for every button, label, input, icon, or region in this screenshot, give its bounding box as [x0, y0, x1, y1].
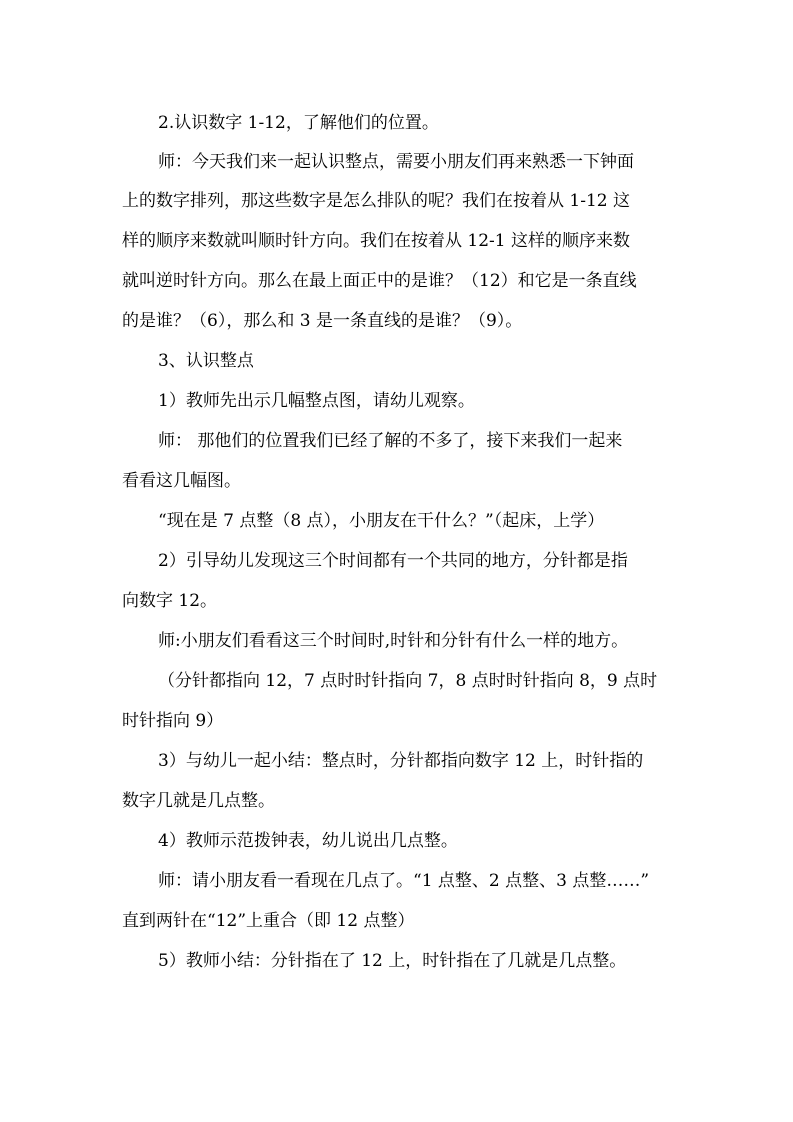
text-line: 时针指向 9）: [122, 711, 224, 731]
text-line: 4）教师示范拨钟表，幼儿说出几点整。: [158, 831, 458, 851]
text-line: 师：今天我们来一起认识整点，需要小朋友们再来熟悉一下钟面: [158, 152, 634, 172]
text-line: （分针都指向 12，7 点时时针指向 7，8 点时时针指向 8，9 点时: [158, 671, 658, 691]
text-line: 师： 那他们的位置我们已经了解的不多了，接下来我们一起来: [158, 431, 623, 451]
text-line: 2）引导幼儿发现这三个时间都有一个共同的地方，分针都是指: [158, 551, 628, 571]
text-line: 的是谁？（6），那么和 3 是一条直线的是谁？（9）。: [122, 311, 523, 331]
text-line: 2.认识数字 1-12，了解他们的位置。: [158, 113, 439, 133]
text-line: “现在是 7 点整（8 点），小朋友在干什么？”（起床，上学）: [158, 511, 605, 531]
text-line: 样的顺序来数就叫顺时针方向。我们在按着从 12-1 这样的顺序来数: [122, 231, 630, 251]
text-line: 上的数字排列，那这些数字是怎么排队的呢？我们在按着从 1-12 这: [122, 191, 630, 211]
text-line: 3）与幼儿一起小结：整点时，分针都指向数字 12 上，时针指的: [158, 751, 644, 771]
text-line: 师：请小朋友看一看现在几点了。“1 点整、2 点整、3 点整……”: [158, 871, 650, 891]
text-line: 就叫逆时针方向。那么在最上面正中的是谁？（12）和它是一条直线: [122, 271, 637, 291]
text-line: 看看这几幅图。: [122, 471, 241, 491]
text-line: 数字几就是几点整。: [122, 791, 275, 811]
text-line: 1）教师先出示几幅整点图，请幼儿观察。: [158, 391, 475, 411]
text-line: 向数字 12。: [122, 591, 218, 611]
text-line: 5）教师小结：分针指在了 12 上，时针指在了几就是几点整。: [158, 951, 627, 971]
text-line: 师:小朋友们看看这三个时间时,时针和分针有什么一样的地方。: [158, 631, 629, 651]
section-heading: 3、认识整点: [158, 351, 254, 371]
text-line: 直到两针在“12”上重合（即 12 点整）: [122, 911, 415, 931]
